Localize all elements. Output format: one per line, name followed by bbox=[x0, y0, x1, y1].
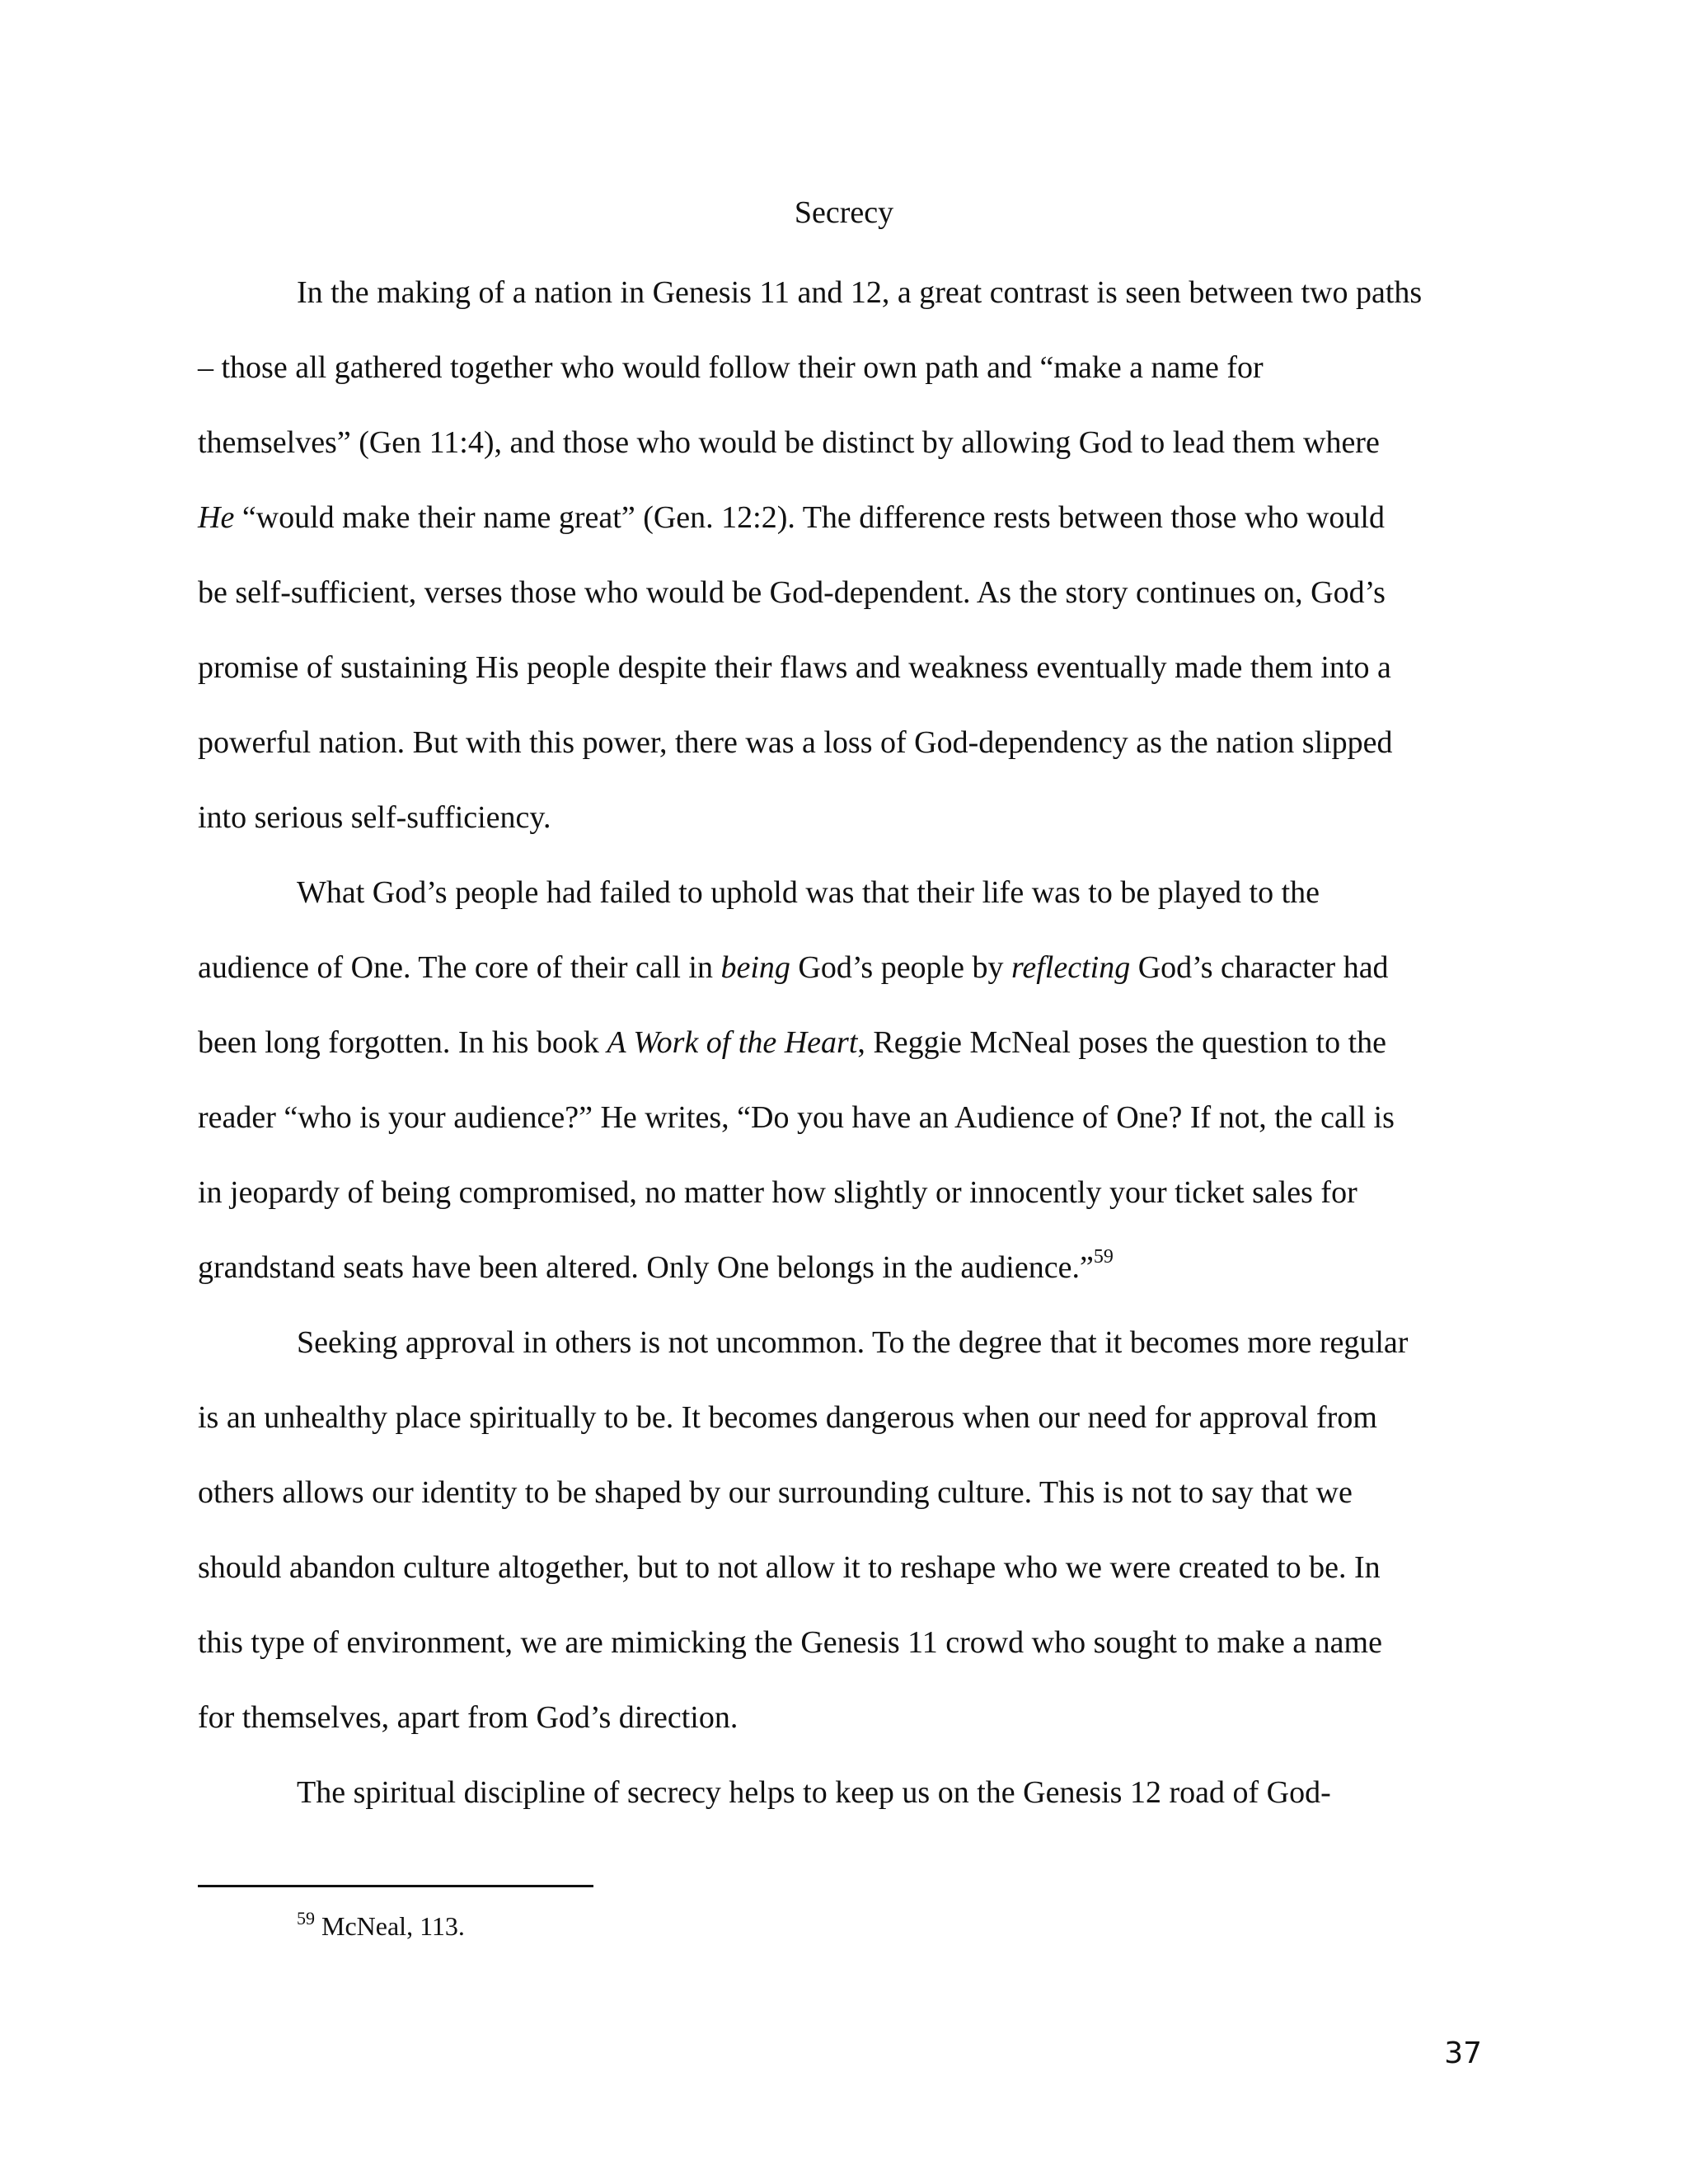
paragraph-2-line-2-part-a: audience of One. The core of their call in bbox=[198, 950, 721, 985]
paragraph-2-line-2 bbox=[198, 949, 1389, 986]
paragraph-3-line-3: others allows our identity to be shaped by our surrounding culture. This is not to say that we bbox=[198, 1475, 1353, 1510]
paragraph-1-line-3: themselves” (Gen 11:4), and those who would be distinct by allowing God to lead them where bbox=[198, 425, 1380, 460]
section-title: Secrecy bbox=[794, 195, 894, 230]
footnote-reference: 59 bbox=[1093, 1246, 1114, 1268]
paragraph-3-line-5: this type of environment, we are mimicking the Genesis 11 crowd who sought to make a name bbox=[198, 1625, 1382, 1660]
paragraph-1-line-2: – those all gathered together who would follow their own path and “make a name for bbox=[198, 350, 1264, 385]
paragraph-3-line-1: Seeking approval in others is not uncommon. To the degree that it becomes more regular bbox=[297, 1325, 1409, 1360]
paragraph-1-line-6: promise of sustaining His people despite their flaws and weakness eventually made them into a bbox=[198, 650, 1391, 685]
paragraph-2-line-1: What God’s people had failed to uphold was that their life was to be played to the bbox=[297, 875, 1320, 910]
paragraph-4-line-1: The spiritual discipline of secrecy helps to keep us on the Genesis 12 road of God- bbox=[297, 1775, 1331, 1810]
paragraph-2-line-3-part-a: been long forgotten. In his book bbox=[198, 1025, 607, 1060]
paragraph-2-line-5: in jeopardy of being compromised, no matter how slightly or innocently your ticket sales for bbox=[198, 1175, 1357, 1210]
paragraph-2-line-3 bbox=[198, 1024, 1386, 1061]
paragraph-1-line-1: In the making of a nation in Genesis 11 and 12, a great contrast is seen between two paths bbox=[297, 275, 1423, 310]
paragraph-3-line-6: for themselves, apart from God’s direction. bbox=[198, 1700, 738, 1735]
paragraph-2-line-2-part-c: God’s people by bbox=[790, 950, 1011, 985]
paragraph-2-line-3-part-c: , Reggie McNeal poses the question to the bbox=[857, 1025, 1387, 1060]
paragraph-3-line-4: should abandon culture altogether, but to not allow it to reshape who we were created to be. In bbox=[198, 1550, 1381, 1585]
footnote-number: 59 bbox=[297, 1908, 315, 1929]
emphasis-he: He bbox=[198, 500, 235, 535]
paragraph-1-line-7: powerful nation. But with this power, there was a loss of God-dependency as the nation slipped bbox=[198, 725, 1393, 760]
paragraph-2-line-2-part-e: God’s character had bbox=[1130, 950, 1389, 985]
footnote-text: McNeal, 113. bbox=[315, 1911, 465, 1941]
paragraph-1-line-4-text: “would make their name great” (Gen. 12:2). The difference rests between those who would bbox=[234, 500, 1385, 535]
paragraph-2-line-6 bbox=[198, 1246, 1114, 1286]
footnote-separator bbox=[198, 1885, 593, 1887]
paragraph-2-line-6-text: grandstand seats have been altered. Only One belongs in the audience.” bbox=[198, 1250, 1094, 1285]
emphasis-reflecting: reflecting bbox=[1010, 950, 1131, 985]
book-title: A Work of the Heart bbox=[607, 1025, 858, 1060]
paragraph-2-line-4: reader “who is your audience?” He writes, “Do you have an Audience of One? If not, the call is bbox=[198, 1100, 1395, 1135]
paragraph-3-line-2: is an unhealthy place spiritually to be. It becomes dangerous when our need for approval from bbox=[198, 1400, 1377, 1435]
paragraph-1-line-4 bbox=[198, 499, 1385, 536]
footnote bbox=[297, 1910, 465, 1942]
paragraph-1-line-5: be self-sufficient, verses those who would be God-dependent. As the story continues on, God’s bbox=[198, 575, 1386, 610]
page-number: 37 bbox=[1444, 2036, 1482, 2070]
paragraph-1-line-8: into serious self-sufficiency. bbox=[198, 800, 551, 835]
emphasis-being: being bbox=[720, 950, 790, 985]
